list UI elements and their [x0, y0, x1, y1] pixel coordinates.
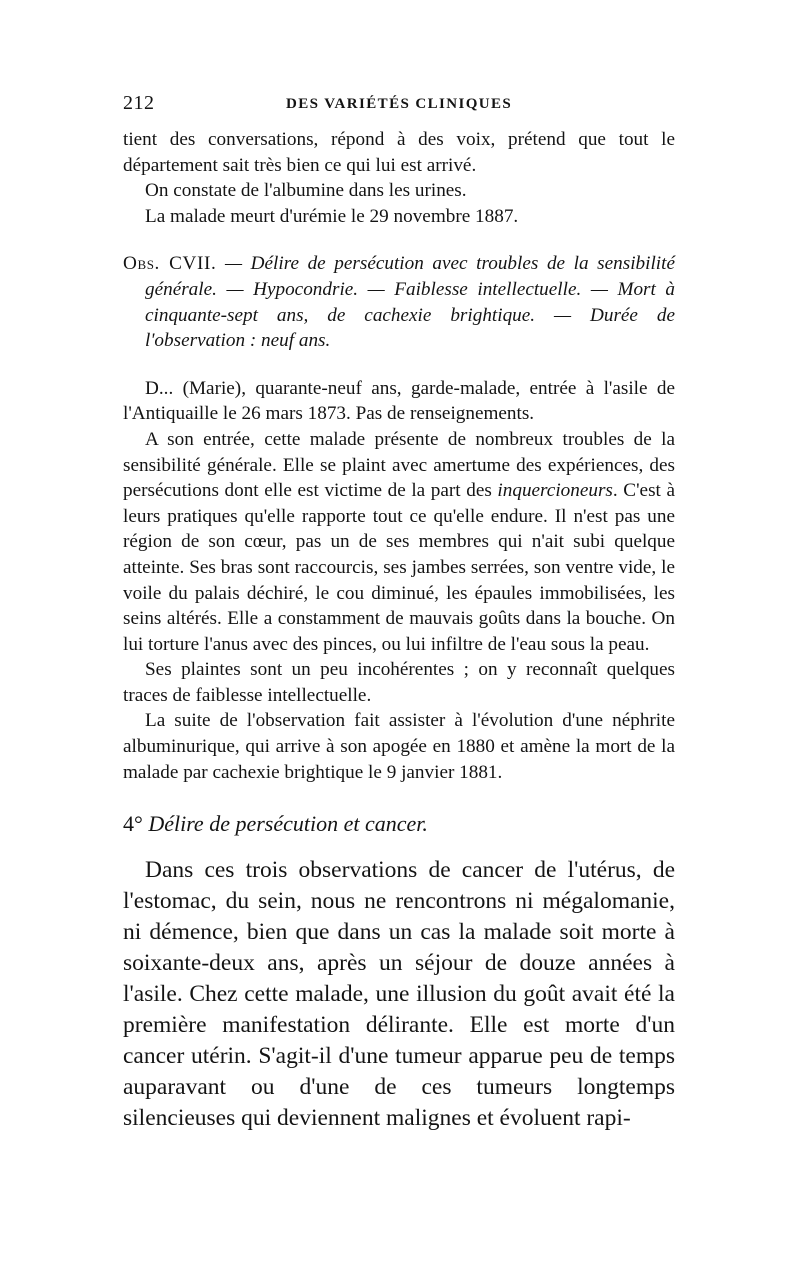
observation-heading [123, 251, 675, 353]
paragraph-death: La malade meurt d'urémie le 29 novembre 1887. [145, 205, 519, 227]
section-number: 4° [123, 811, 143, 837]
paragraph-outcome: La suite de l'observation fait assister à l'évolution d'une néphrite albuminurique, qui arrive à son apogée en 1880 et amène la mort de la malade par cachexie brightique le 9 janvier 1881. [123, 710, 675, 783]
paragraph-continuation: tient des conversations, répond à des voix, prétend que tout le département sait très bien ce qui lui est arrivé. [123, 129, 675, 176]
paragraph-complaints: Ses plaintes sont un peu incohérentes ; on y reconnaît quelques traces de faiblesse intellectuelle. [123, 659, 675, 706]
symptoms-text-a: A son entrée, cette malade présente de nombreux troubles de la sensibilité générale. Elle se plaint avec amertume des expériences, des persécutions dont elle est victime de la part des [123, 428, 675, 502]
paragraph-symptoms [123, 427, 675, 657]
symptoms-text-b: . C'est à leurs pratiques qu'elle rapporte tout ce qu'elle endure. Il n'est pas une région de son cœur, pas un de ses membres qui n'ait subi quelque atteinte. Ses bras sont raccourcis, ses jambes serrées, son ventre vide, le voile du palais déchiré, le cou diminué, les épaules immobilisées, les seins altérés. Elle a constamment de mauvais goûts dans la bouche. On lui torture l'anus avec des pinces, ou lui infiltre de l'eau sous la peau. [123, 480, 675, 655]
observation-title: — Délire de persécution avec troubles de la sensibilité générale. — Hypocondrie. — Faiblesse intellectuelle. — Mort à cinquante-sept ans, de cachexie brightique. — Durée de l'observation : neuf ans. [145, 253, 675, 352]
paragraph-patient: D... (Marie), quarante-neuf ans, garde-malade, entrée à l'asile de l'Antiquaille le 26 mars 1873. Pas de renseignements. [123, 377, 675, 425]
paragraph-albumin: On constate de l'albumine dans les urines. [145, 180, 467, 202]
section-paragraph: Dans ces trois observations de cancer de l'utérus, de l'estomac, du sein, nous ne rencontrons ni mégalomanie, ni démence, bien que dans un cas la malade soit morte à soixante-deux ans, après un séjour de douze années à l'asile. Chez cette malade, une illusion du goût avait été la première manifestation délirante. Elle est morte d'un cancer utérin. S'agit-il d'une tumeur apparue peu de temps auparavant ou d'une de ces tumeurs longtemps silencieuses qui deviennent malignes et évoluent rapi- [123, 856, 675, 1131]
section-title: Délire de persécution et cancer. [148, 811, 428, 837]
observation-label: Obs. CVII. [123, 253, 217, 275]
page-number: 212 [123, 92, 155, 114]
running-head: DES VARIÉTÉS CLINIQUES [286, 96, 513, 112]
section-body [123, 855, 675, 1134]
page-header [123, 92, 675, 122]
page-body [123, 127, 675, 1134]
section-heading [123, 811, 675, 837]
symptoms-italic-term: inquercioneurs [497, 480, 613, 502]
